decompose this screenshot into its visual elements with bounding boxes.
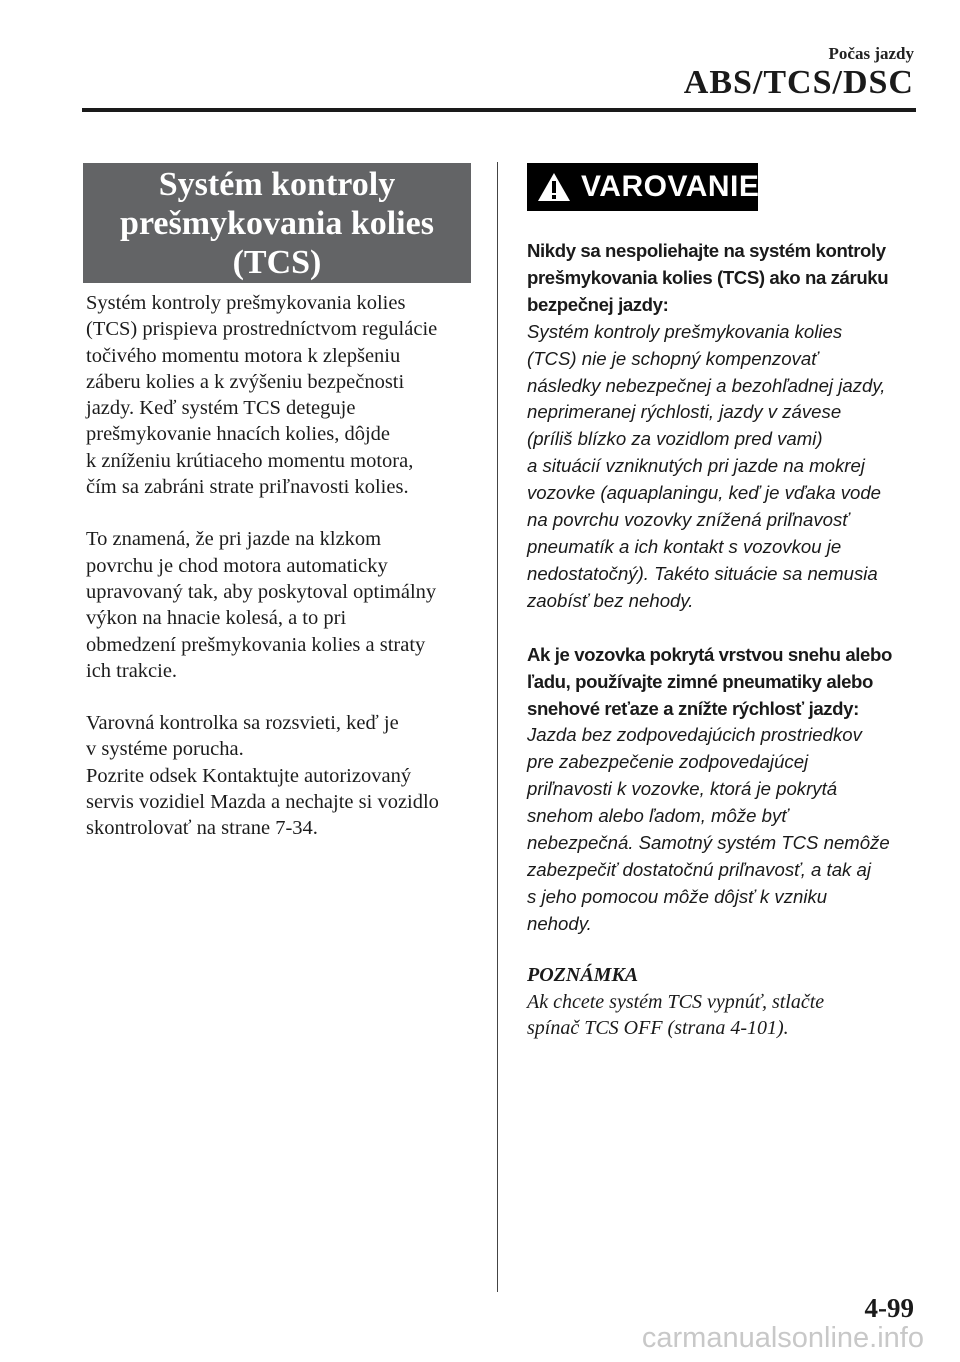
text-line: v systéme porucha. [86,738,244,761]
warning-body-line: Systém kontroly prešmykovania kolies [527,320,843,342]
watermark: carmanualsonline.info [641,1322,924,1354]
warning-body-line: následky nebezpečnej a bezohľadnej jazdy, [527,374,886,396]
warning-heading-line: Ak je vozovka pokrytá vrstvou snehu alebo [527,643,892,665]
section-title-line: Systém kontroly [158,166,396,203]
text-line: jazdy. Keď systém TCS deteguje [86,397,356,420]
text-line: k zníženiu krútiaceho momentu motora, [86,449,414,472]
note [527,962,922,1042]
warning-label: VAROVANIE [581,170,760,203]
warning-body-line: priľnavosti k vozovke, ktorá je pokrytá [527,778,838,800]
text-line: To znamená, že pri jazde na klzkom [86,528,382,551]
page-number: 4-99 [864,1293,914,1323]
warning-triangle-icon [537,172,571,202]
warning-heading-line: ľadu, používajte zimné pneumatiky alebo [527,670,873,692]
warning-heading-line: snehové reťaze a znížte rýchlosť jazdy: [527,697,859,719]
warning-body-line: a situácií vzniknutých pri jazde na mokrej [527,455,865,477]
paragraph [86,526,486,684]
warning-body-line: na povrchu vozovky znížená priľnavosť [527,509,849,531]
text-line: (TCS) prispieva prostredníctvom regulácie [86,318,438,341]
header-rule [82,108,916,112]
warning-content [527,238,922,965]
text-line: skontrolovať na strane 7-34. [86,817,318,840]
warning-body-line: nedostatočný). Takéto situácie sa nemusia [527,562,878,584]
text-line: točivého momentu motora k zlepšeniu [86,344,401,367]
warning-body-line: (príliš blízko za vozidlom pred vami) [527,428,823,450]
warning-block [527,642,922,938]
warning-body-line: nehody. [527,912,592,934]
warning-heading-line: Nikdy sa nespoliehajte na systém kontroly [527,240,886,261]
warning-body-line: pre zabezpečenie zodpovedajúcej [527,751,809,773]
warning-body-line: (TCS) nie je schopný kompenzovať [527,347,818,369]
note-line: Ak chcete systém TCS vypnúť, stlačte [527,990,825,1013]
warning-body-line: pneumatík a ich kontakt s vozovkou je [527,535,842,557]
text-line: záberu kolies a k zvýšeniu bezpečnosti [86,370,405,393]
text-line: výkon na hnacie kolesá, a to pri [86,607,347,630]
warning-body-line: zabezpečiť dostatočnú priľnavosť, a tak aj [527,858,871,880]
section-title-line: prešmykovania kolies [120,205,434,242]
text-line: Pozrite odsek Kontaktujte autorizovaný [86,764,412,787]
paragraph [86,290,486,500]
warning-heading-line: prešmykovania kolies (TCS) ako na záruku [527,266,889,288]
warning-block [527,238,922,615]
warning-badge [527,163,758,211]
warning-heading-line: bezpečnej jazdy: [527,293,669,315]
text-line: obmedzení prešmykovania kolies a straty [86,633,426,656]
warning-body-line: neprimeranej rýchlosti, jazdy v závese [527,401,842,423]
warning-body-line: Jazda bez zodpovedajúcich prostriedkov [527,724,862,746]
text-line: ich trakcie. [86,659,178,682]
column-divider [497,162,498,1292]
warning-body-line: snehom alebo ľadom, môže byť [527,805,788,827]
warning-body-line: vozovke (aquaplaningu, keď je vďaka vode [527,482,882,504]
warning-body-line: nebezpečná. Samotný systém TCS nemôže [527,832,890,854]
warning-body-line: zaobísť bez nehody. [527,589,694,611]
text-line: povrchu je chod motora automaticky [86,554,388,577]
left-column [86,290,486,868]
chapter-header: Počas jazdy [828,44,914,63]
text-line: servis vozidiel Mazda a nechajte si vozidlo [86,791,439,814]
text-line: upravovaný tak, aby poskytoval optimálny [86,580,437,603]
text-line: prešmykovanie hnacích kolies, dôjde [86,423,390,446]
section-header: ABS/TCS/DSC [683,64,914,101]
section-title [83,163,471,283]
text-line: Systém kontroly prešmykovania kolies [86,292,406,314]
section-title-line: (TCS) [232,244,322,281]
paragraph [86,710,486,841]
text-line: Varovná kontrolka sa rozsvieti, keď je [86,712,399,735]
note-line: spínač TCS OFF (strana 4-101). [527,1017,789,1039]
text-line: čím sa zabráni strate priľnavosti kolies. [86,476,409,499]
note-title: POZNÁMKA [527,964,639,986]
warning-body-line: s jeho pomocou môže dôjsť k vzniku [527,885,828,907]
